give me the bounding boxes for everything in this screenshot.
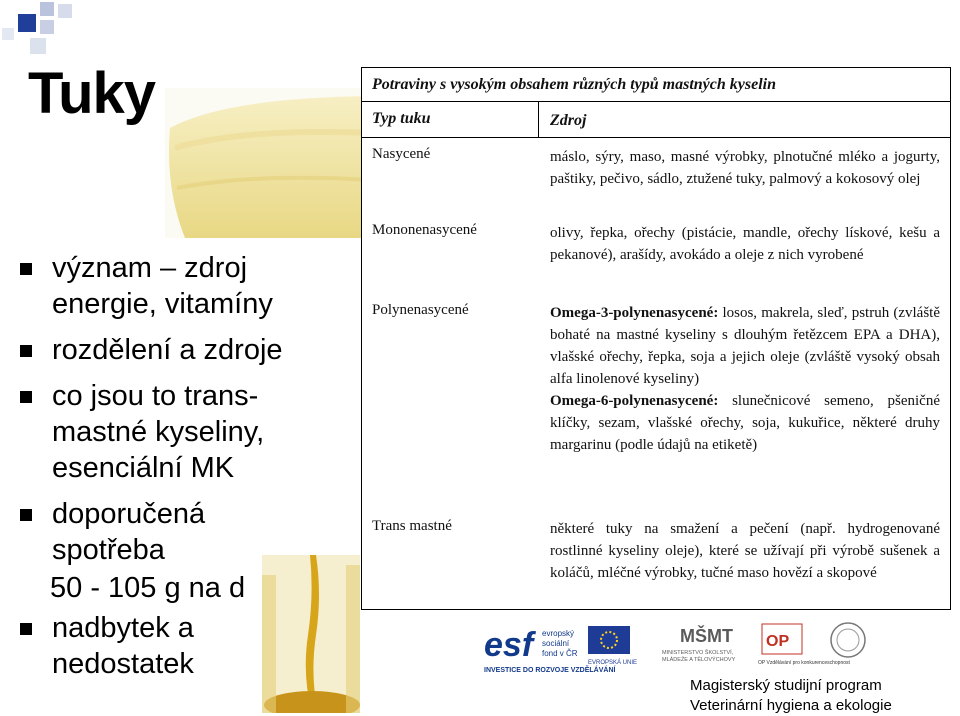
tagline: INVESTICE DO ROZVOJE VZDĚLÁVÁNÍ [484, 667, 616, 674]
bullet-square-icon [20, 391, 32, 403]
column-header-source: Zdroj [550, 112, 587, 129]
column-header-type: Typ tuku [372, 110, 431, 127]
bullet-text: co jsou to trans- [52, 380, 259, 412]
corner-decoration [0, 0, 90, 62]
column-divider [538, 102, 539, 138]
svg-text:OP: OP [766, 633, 790, 650]
svg-text:MŠMT: MŠMT [680, 626, 733, 646]
fat-type: Polynenasycené [372, 302, 469, 318]
footer [690, 676, 892, 716]
fat-source: máslo, sýry, maso, masné výrobky, plnotučné mléko a jogurty, paštiky, pečivo, sádlo, ztužené tuky, palmový a kokosový olej [550, 149, 940, 187]
bullet-text: nedostatek [52, 648, 194, 680]
bullet-item [18, 250, 363, 322]
fat-type: Nasycené [372, 146, 431, 162]
esf-line2: sociální [542, 639, 570, 648]
bullet-square-icon [20, 263, 32, 275]
seal-icon [831, 623, 865, 657]
footer-program: Magisterský studijní program [690, 677, 882, 694]
esf-logo [484, 626, 578, 664]
bullet-square-icon [20, 509, 32, 521]
bullet-text: mastné kyseliny, [52, 416, 265, 448]
omega6-text: slunečnicové semeno, pšeničné klíčky, sezam, vlašské ořechy, soja, kukuřice, některé druhy margarinu (podle údajů na etiketě) [550, 393, 940, 453]
bullet-item [18, 610, 363, 682]
bullet-text: esenciální MK [52, 452, 235, 484]
bullet-item [18, 332, 363, 368]
eu-label: EVROPSKÁ UNIE [588, 660, 638, 666]
table-caption: Potraviny s vysokým obsahem různých typů mastných kyselin [362, 68, 950, 102]
msmt-line1: MINISTERSTVO ŠKOLSTVÍ, [662, 650, 734, 656]
fat-type: Mononenasycené [372, 222, 477, 238]
slide-title: Tuky [28, 61, 156, 126]
bullet-item [18, 378, 363, 486]
svg-text:esf: esf [484, 626, 534, 664]
bullet-text: spotřeba [52, 534, 165, 566]
bullet-text: význam – zdroj [52, 252, 248, 284]
bullet-item [18, 496, 363, 568]
bullet-square-icon [20, 345, 32, 357]
logos-strip [480, 620, 920, 675]
bullet-list [18, 250, 363, 692]
header-divider [362, 137, 950, 138]
omega3-text: losos, makrela, sleď, pstruh (zvláště bohaté na mastné kyseliny s dlouhým řetězcem EPA a DHA), vlašské ořechy, řepka, soja a jejich oleje (zvláště vysoký obsah alfa linolenové kyseliny) [550, 305, 940, 387]
eu-flag-icon [588, 626, 637, 666]
footer-field: Veterinární hygiena a ekologie [690, 697, 892, 714]
bullet-text: rozdělení a zdroje [52, 334, 283, 366]
dose-line: 50 - 105 g na d [50, 572, 246, 604]
esf-line3: fond v ČR [542, 649, 578, 658]
fatty-acids-table [361, 67, 951, 610]
omega6-label: Omega-6-polynenasycené: [550, 393, 719, 409]
bullet-square-icon [20, 623, 32, 635]
esf-line1: evropský [542, 629, 575, 638]
msmt-line2: MLÁDEŽE A TĚLOVÝCHOVY [662, 657, 736, 663]
fat-source: olivy, řepka, ořechy (pistácie, mandle, ořechy lískové, kešu a pekanové), arašídy, avokádo a oleje z nich vyrobené [550, 225, 940, 263]
butter-image [165, 88, 370, 238]
bullet-text: energie, vitamíny [52, 288, 273, 320]
omega3-label: Omega-3-polynenasycené: [550, 305, 719, 321]
fat-source: některé tuky na smažení a pečení (např. hydrogenované rostlinné kyseliny oleje), které se užívají při výrobě sušenek a koláčů, mléčné výrobky, tučné maso hovězí a skopové [550, 521, 940, 581]
fat-source [550, 302, 940, 456]
fat-type: Trans mastné [372, 518, 452, 534]
bullet-text: nadbytek a [52, 612, 194, 644]
msmt-logo [662, 625, 736, 663]
bullet-text: doporučená [52, 498, 206, 530]
op-line: OP Vzdělávání pro konkurenceschopnost [758, 660, 850, 666]
